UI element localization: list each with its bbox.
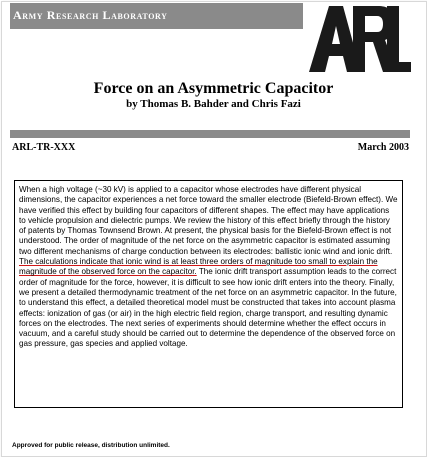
abstract-box — [14, 180, 403, 408]
abstract-text-continued: The ionic drift transport assumption leads to the correct order of magnitude for the force, however, it is difficult to see how ionic drift enters into the theory. Finally, we present a detailed thermodynamic treatment of the net force on an asymmetric capacitor. In the future, to understand this effect, a detailed theoretical model must be constructed that takes into account plasma effects: ionization of gas (or air) in the high electric field region, charge transport, and resulting dynamic forces on the electrodes. The next series of experiments should determine whether the effect occurs in vacuum, and a careful study should be carried out to determine the dependence of the observed force on gas pressure, gas species and applied voltage. — [19, 267, 397, 349]
report-authors: by Thomas B. Bahder and Chris Fazi — [126, 98, 301, 110]
report-date: March 2003 — [357, 142, 409, 153]
release-statement: Approved for public release, distribution unlimited. — [12, 442, 170, 449]
abstract-text: When a high voltage (~30 kV) is applied to a capacitor whose electrodes have different physical dimensions, the capacitor experiences a net force toward the smaller electrode (Biefeld-Brown effect). We have verified this effect by building four capacitors of different shapes. The effect may have applications to vehicle propulsion and dielectric pumps. We review the history of this effect briefly through the history of patents by Thomas Townsend Brown. At present, the physical basis for the Biefeld-Brown effect is not understood. The order of magnitude of the net force on the asymmetric capacitor is estimated assuming two different mechanisms of charge conduction between its electrodes: ballistic ionic wind and ionic drift. — [19, 185, 398, 256]
report-title: Force on an Asymmetric Capacitor — [93, 80, 334, 97]
report-number: ARL-TR-XXX — [12, 142, 76, 153]
lab-name: Army Research Laboratory — [13, 8, 168, 22]
arl-logo — [303, 2, 411, 74]
separator-bar — [10, 130, 410, 138]
abstract-highlighted-text: The calculations indicate that ionic wind is at least three orders of magnitude too small to explain the magnitude of the observed force on the capacitor. — [19, 257, 378, 277]
